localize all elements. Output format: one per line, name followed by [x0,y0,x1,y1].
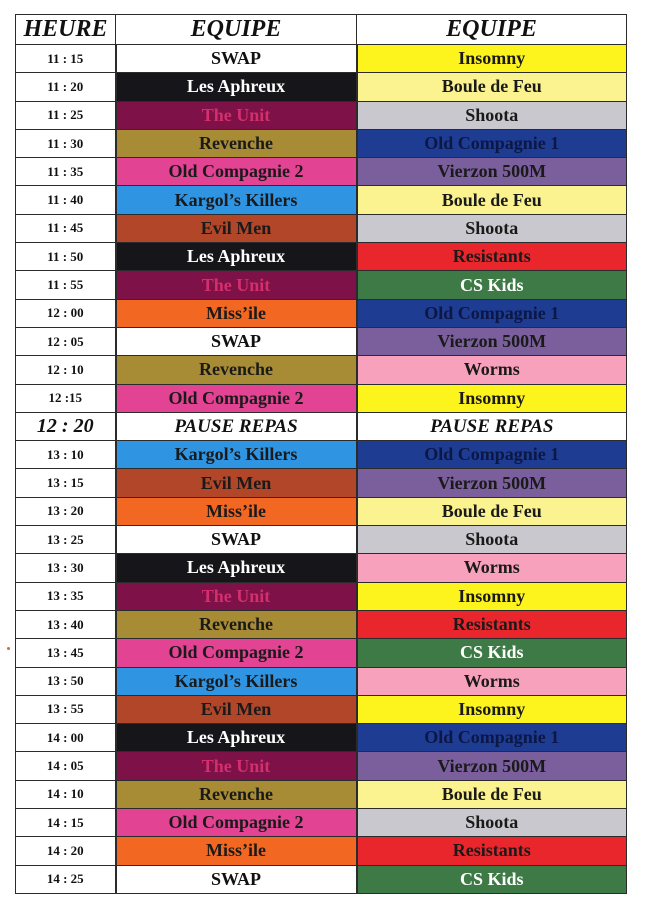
match-row [16,299,627,327]
team-b-cell: Shoota [357,809,627,837]
team-b-cell: PAUSE REPAS [357,412,627,440]
team-b-cell: Worms [357,554,627,582]
match-schedule-table [15,14,627,894]
match-row [16,73,627,101]
time-cell: 11 : 50 [16,243,116,271]
match-row [16,610,627,638]
match-row [16,101,627,129]
team-b-cell: Old Compagnie 1 [357,299,627,327]
time-cell: 11 : 40 [16,186,116,214]
time-cell: 13 : 10 [16,441,116,469]
team-a-cell: Evil Men [116,695,357,723]
team-a-cell: Kargol’s Killers [116,667,357,695]
match-row [16,158,627,186]
match-row [16,695,627,723]
time-cell: 13 : 20 [16,497,116,525]
team-b-cell: Shoota [357,526,627,554]
team-b-cell: Boule de Feu [357,73,627,101]
team-b-cell: CS Kids [357,639,627,667]
match-row [16,384,627,412]
team-a-cell: Les Aphreux [116,554,357,582]
team-b-cell: Boule de Feu [357,780,627,808]
match-row [16,809,627,837]
match-row [16,214,627,242]
team-a-cell: Miss’ile [116,299,357,327]
team-a-cell: Revenche [116,780,357,808]
team-b-cell: Vierzon 500M [357,469,627,497]
header-team-a: EQUIPE [116,15,357,45]
team-a-cell: Miss’ile [116,837,357,865]
team-b-cell: Insomny [357,582,627,610]
match-row [16,554,627,582]
time-cell: 11 : 30 [16,129,116,157]
team-a-cell: Les Aphreux [116,724,357,752]
team-a-cell: PAUSE REPAS [116,412,357,440]
team-b-cell: Worms [357,667,627,695]
match-row [16,441,627,469]
match-row [16,497,627,525]
match-row [16,271,627,299]
team-a-cell: SWAP [116,526,357,554]
match-row [16,129,627,157]
time-cell: 14 : 25 [16,865,116,893]
time-cell: 13 : 25 [16,526,116,554]
team-a-cell: The Unit [116,582,357,610]
team-a-cell: Kargol’s Killers [116,441,357,469]
match-row [16,45,627,73]
team-a-cell: Old Compagnie 2 [116,809,357,837]
team-b-cell: Resistants [357,610,627,638]
time-cell: 12 : 00 [16,299,116,327]
team-a-cell: Old Compagnie 2 [116,158,357,186]
team-a-cell: The Unit [116,271,357,299]
team-b-cell: Shoota [357,101,627,129]
time-cell: 13 : 15 [16,469,116,497]
time-cell: 12 :15 [16,384,116,412]
match-row [16,639,627,667]
match-row [16,865,627,893]
time-cell: 13 : 55 [16,695,116,723]
team-b-cell: Insomny [357,45,627,73]
match-row [16,356,627,384]
team-b-cell: Old Compagnie 1 [357,724,627,752]
team-a-cell: Les Aphreux [116,73,357,101]
team-a-cell: Revenche [116,129,357,157]
team-a-cell: Miss’ile [116,497,357,525]
match-row [16,724,627,752]
time-cell: 12 : 10 [16,356,116,384]
team-a-cell: Les Aphreux [116,243,357,271]
time-cell: 11 : 45 [16,214,116,242]
pause-row [16,412,627,440]
table-header [16,15,627,45]
match-row [16,327,627,355]
time-cell: 14 : 10 [16,780,116,808]
team-b-cell: Resistants [357,243,627,271]
time-cell: 11 : 25 [16,101,116,129]
team-a-cell: The Unit [116,101,357,129]
team-a-cell: Revenche [116,356,357,384]
time-cell: 13 : 50 [16,667,116,695]
time-cell: 14 : 05 [16,752,116,780]
team-b-cell: Insomny [357,695,627,723]
team-b-cell: Vierzon 500M [357,752,627,780]
time-cell: 13 : 40 [16,610,116,638]
team-a-cell: Evil Men [116,214,357,242]
team-b-cell: Old Compagnie 1 [357,129,627,157]
team-a-cell: The Unit [116,752,357,780]
team-b-cell: Resistants [357,837,627,865]
match-row [16,186,627,214]
team-a-cell: SWAP [116,45,357,73]
team-b-cell: CS Kids [357,865,627,893]
team-b-cell: Shoota [357,214,627,242]
match-row [16,667,627,695]
team-a-cell: Revenche [116,610,357,638]
team-a-cell: Kargol’s Killers [116,186,357,214]
match-row [16,526,627,554]
time-cell: 13 : 30 [16,554,116,582]
header-row [16,15,627,45]
match-row [16,752,627,780]
team-b-cell: Worms [357,356,627,384]
team-b-cell: Vierzon 500M [357,327,627,355]
team-b-cell: Vierzon 500M [357,158,627,186]
time-cell: 14 : 20 [16,837,116,865]
time-cell: 13 : 45 [16,639,116,667]
match-row [16,780,627,808]
team-a-cell: Old Compagnie 2 [116,639,357,667]
match-row [16,469,627,497]
team-b-cell: Old Compagnie 1 [357,441,627,469]
match-row [16,837,627,865]
match-row [16,243,627,271]
team-b-cell: Insomny [357,384,627,412]
time-cell: 11 : 20 [16,73,116,101]
time-cell: 13 : 35 [16,582,116,610]
header-team-b: EQUIPE [357,15,627,45]
time-cell: 11 : 35 [16,158,116,186]
team-b-cell: Boule de Feu [357,497,627,525]
header-time: HEURE [16,15,116,45]
time-cell: 14 : 00 [16,724,116,752]
team-a-cell: SWAP [116,865,357,893]
team-b-cell: CS Kids [357,271,627,299]
team-a-cell: SWAP [116,327,357,355]
time-cell: 11 : 55 [16,271,116,299]
time-cell: 11 : 15 [16,45,116,73]
team-a-cell: Evil Men [116,469,357,497]
time-cell: 12 : 05 [16,327,116,355]
match-row [16,582,627,610]
team-b-cell: Boule de Feu [357,186,627,214]
stray-mark [7,647,10,650]
team-a-cell: Old Compagnie 2 [116,384,357,412]
table-body [16,45,627,894]
time-cell: 12 : 20 [16,412,116,440]
time-cell: 14 : 15 [16,809,116,837]
